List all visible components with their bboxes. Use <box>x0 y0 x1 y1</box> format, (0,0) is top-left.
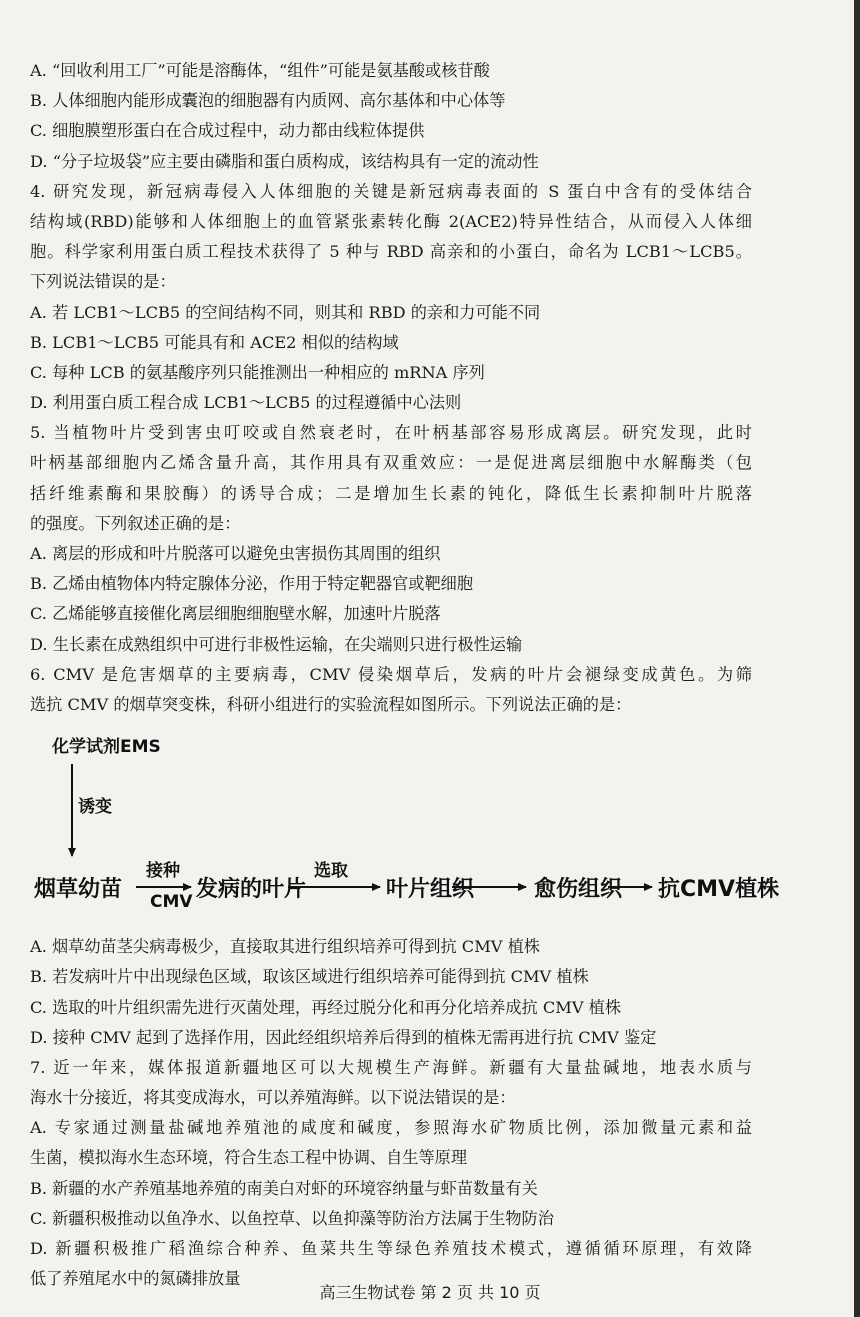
q7-option-a-line-1: A. 专家通过测量盐碱地养殖池的咸度和碱度，参照海水矿物质比例，添加微量元素和益 <box>30 1118 752 1138</box>
q7-option-b: B. 新疆的水产养殖基地养殖的南美白对虾的环境容纳量与虾苗数量有关 <box>30 1178 538 1198</box>
mutate-label: 诱变 <box>78 797 112 818</box>
q5-stem-line-1: 5. 当植物叶片受到害虫叮咬或自然衰老时，在叶柄基部容易形成离层。研究发现，此时 <box>30 423 752 443</box>
q5-option-b: B. 乙烯由植物体内特定腺体分泌，作用于特定靶器官或靶细胞 <box>30 574 474 594</box>
q6-option-c: C. 选取的叶片组织需先进行灭菌处理，再经过脱分化和再分化培养成抗 CMV 植株 <box>30 997 622 1017</box>
q7-option-d-line-1: D. 新疆积极推广稻渔综合种养、鱼菜共生等绿色养殖技术模式，遵循循环原理，有效降 <box>30 1239 752 1258</box>
leaf-tissue-label: 叶片组织 <box>386 877 475 903</box>
q4-stem-line-2: 结构域(RBD)能够和人体细胞上的血管紧张素转化酶 2(ACE2)特异性结合，从而侵入人体细 <box>30 211 752 231</box>
q7-stem-line-2: 海水十分接近，将其变成海水，可以养殖海鲜。以下说法错误的是： <box>30 1088 516 1108</box>
q7-stem-line-1: 7. 近一年来，媒体报道新疆地区可以大规模生产海鲜。新疆有大量盐碱地，地表水质与 <box>30 1057 752 1077</box>
q5-option-a: A. 离层的形成和叶片脱落可以避免虫害损伤其周围的组织 <box>30 544 441 563</box>
cmv-label: CMV <box>150 892 193 913</box>
q6-stem-line-2: 选抗 CMV 的烟草突变株，科研小组进行的实验流程如图所示。下列说法正确的是： <box>30 694 632 714</box>
q6-option-a: A. 烟草幼苗茎尖病毒极少，直接取其进行组织培养可得到抗 CMV 植株 <box>30 937 540 957</box>
q6-stem-line-1: 6. CMV 是危害烟草的主要病毒，CMV 侵染烟草后，发病的叶片会褪绿变成黄色。为筛 <box>30 664 752 684</box>
q4-stem-line-4: 下列说法错误的是： <box>30 272 176 292</box>
q5-stem-line-3: 括纤维素酶和果胶酶）的诱导合成；二是增加生长素的钝化，降低生长素抑制叶片脱落 <box>30 483 752 503</box>
experiment-flow-diagram <box>26 720 786 932</box>
exam-page <box>30 56 780 1294</box>
q5-stem-line-4: 的强度。下列叙述正确的是： <box>30 513 241 533</box>
q7-option-a-line-2: 生菌，模拟海水生态环境，符合生态工程中协调、自生等原理 <box>30 1148 468 1168</box>
q4-option-d: D. 利用蛋白质工程合成 LCB1～LCB5 的过程遵循中心法则 <box>30 393 462 413</box>
seedling-label: 烟草幼苗 <box>34 877 123 903</box>
page-footer: 高三生物试卷 第 2 页 共 10 页 <box>319 1283 541 1302</box>
resistant-plant-label: 抗CMV植株 <box>658 877 780 903</box>
q4-option-b: B. LCB1～LCB5 可能具有和 ACE2 相似的结构域 <box>30 332 399 352</box>
inoculate-label: 接种 <box>146 861 180 882</box>
select-label: 选取 <box>314 861 348 882</box>
q5-option-c: C. 乙烯能够直接催化离层细胞细胞壁水解，加速叶片脱落 <box>30 604 441 624</box>
q7-option-c: C. 新疆积极推动以鱼净水、以鱼控草、以鱼抑藻等防治方法属于生物防治 <box>30 1208 554 1228</box>
q7-option-d-line-2: 低了养殖尾水中的氮磷排放量 <box>30 1269 241 1289</box>
q3-option-b: B. 人体细胞内能形成囊泡的细胞器有内质网、高尔基体和中心体等 <box>30 91 506 111</box>
reagent-label: 化学试剂EMS <box>52 737 161 758</box>
diseased-leaf-label: 发病的叶片 <box>196 877 307 903</box>
q4-option-a: A. 若 LCB1～LCB5 的空间结构不同，则其和 RBD 的亲和力可能不同 <box>30 302 541 322</box>
scan-edge <box>854 0 860 1317</box>
q3-option-c: C. 细胞膜塑形蛋白在合成过程中，动力都由线粒体提供 <box>30 121 425 141</box>
q4-stem-line-1: 4. 研究发现，新冠病毒侵入人体细胞的关键是新冠病毒表面的 S 蛋白中含有的受体结合 <box>30 181 752 201</box>
q5-option-d: D. 生长素在成熟组织中可进行非极性运输，在尖端则只进行极性运输 <box>30 634 523 654</box>
q4-stem-line-3: 胞。科学家利用蛋白质工程技术获得了 5 种与 RBD 高亲和的小蛋白，命名为 LCB1～LCB5。 <box>30 242 752 262</box>
q4-option-c: C. 每种 LCB 的氨基酸序列只能推测出一种相应的 mRNA 序列 <box>30 362 485 382</box>
callus-label: 愈伤组织 <box>534 877 623 903</box>
q3-option-a: A. “回收利用工厂”可能是溶酶体，“组件”可能是氨基酸或核苷酸 <box>30 61 490 80</box>
q5-stem-line-2: 叶柄基部细胞内乙烯含量升高，其作用具有双重效应：一是促进离层细胞中水解酶类（包 <box>30 453 752 473</box>
q6-option-d: D. 接种 CMV 起到了选择作用，因此经组织培养后得到的植株无需再进行抗 CMV 鉴定 <box>30 1027 657 1047</box>
q3-option-d: D. “分子垃圾袋”应主要由磷脂和蛋白质构成，该结构具有一定的流动性 <box>30 151 539 171</box>
q6-option-b: B. 若发病叶片中出现绿色区域，取该区域进行组织培养可能得到抗 CMV 植株 <box>30 967 589 987</box>
